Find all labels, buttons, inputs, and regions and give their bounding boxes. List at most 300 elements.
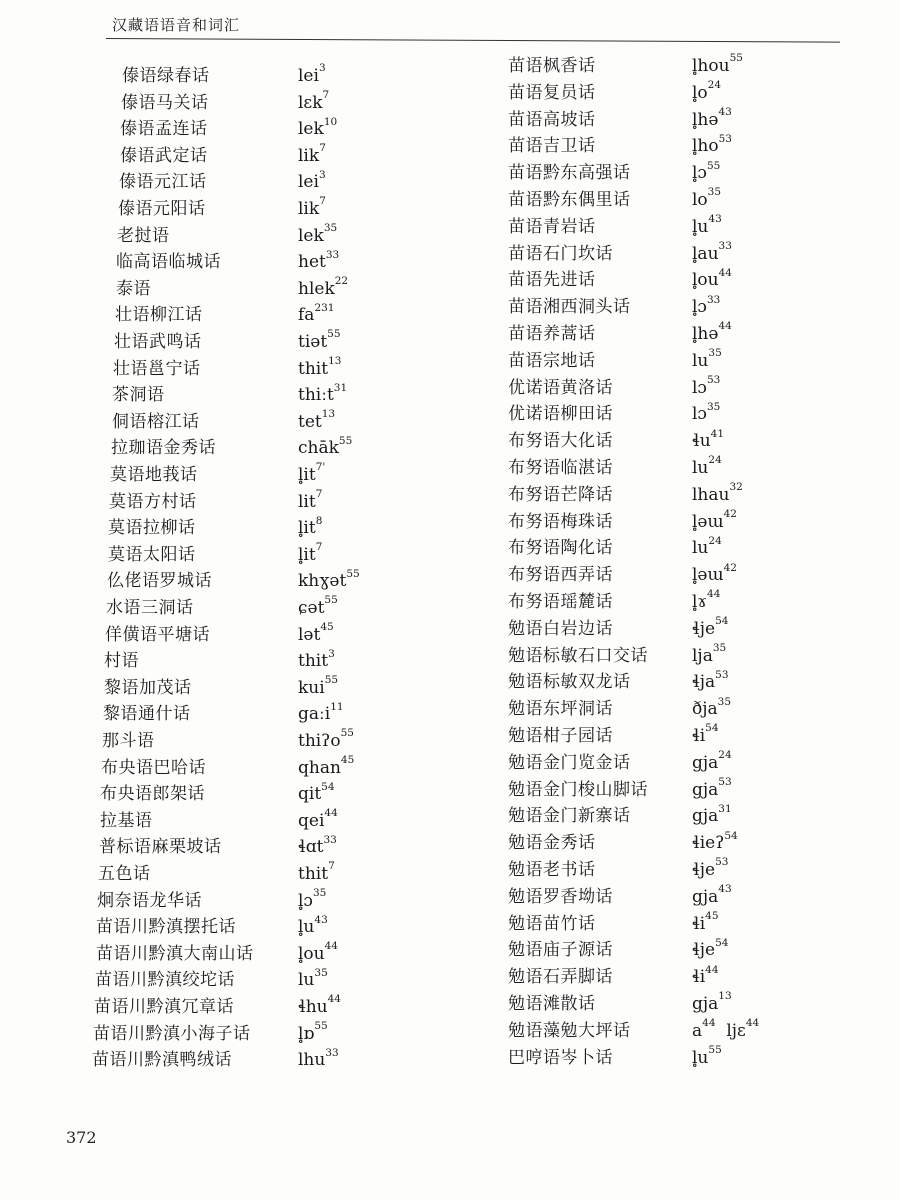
dialect-name: 苗语枫香话: [508, 56, 596, 76]
form-text: l̥u: [692, 1047, 709, 1068]
phonetic-form: [298, 1019, 328, 1046]
form-text: lhu: [298, 1050, 326, 1071]
dialect-name: 勉语金秀话: [508, 833, 596, 854]
form-text: qei: [298, 810, 325, 831]
form-text: lɔ: [692, 404, 707, 425]
form-text: gja: [692, 779, 719, 800]
phonetic-form: [692, 456, 722, 480]
dialect-name: 那斗语: [102, 731, 155, 751]
phonetic-form: [298, 250, 339, 274]
form-text: lit: [298, 491, 316, 512]
dialect-name: 优诺语黄洛话: [508, 377, 613, 398]
phonetic-form: [692, 724, 719, 748]
tone-number: 3: [318, 168, 326, 181]
phonetic-form: [298, 620, 334, 647]
form-text: qhan: [298, 757, 341, 778]
dialect-name: 傣语孟连话: [120, 119, 208, 140]
form-text: l̥au: [692, 243, 719, 264]
phonetic-form: [692, 215, 722, 239]
phonetic-form: [692, 697, 731, 721]
form-text: lu: [298, 970, 315, 991]
phonetic-form: [298, 995, 341, 1019]
phonetic-form: [298, 753, 355, 780]
tone-number: 53: [718, 132, 732, 145]
form-text: lek: [298, 119, 324, 140]
phonetic-form: [298, 915, 328, 939]
form-text: ɬieʔ: [692, 833, 725, 854]
form-text: l̥ɔ: [298, 890, 313, 911]
form-text: l̥ɤ: [692, 592, 708, 612]
form-text: lu: [692, 458, 709, 478]
dialect-name: 村语: [104, 651, 139, 672]
phonetic-form: [298, 886, 327, 913]
phonetic-form: [298, 569, 360, 593]
form-text: lu: [692, 350, 709, 371]
tone-number: 24: [708, 454, 722, 467]
dialect-name: 苗语川黔滇鸭绒话: [92, 1050, 232, 1071]
form-text: ɬje: [692, 860, 716, 880]
tone-number: 31: [718, 802, 732, 815]
form-text: l̥ho: [692, 136, 719, 157]
form-text: l̥it: [298, 465, 316, 485]
dialect-name: 仫佬语罗城话: [107, 571, 212, 592]
phonetic-form: [298, 676, 338, 700]
form-text: l̥ɔ: [692, 297, 707, 318]
form-text: l̥o: [692, 82, 708, 103]
dialect-name: 布努语西弄话: [508, 565, 613, 586]
tone-number: 33: [706, 293, 721, 306]
form-text: ɬi: [692, 726, 706, 746]
form-text: ɬi: [692, 913, 706, 934]
form-text: ɬja: [692, 672, 716, 693]
dialect-name: 勉语金门梭山脚话: [508, 779, 648, 800]
dialect-name: 勉语石弄脚话: [508, 967, 613, 988]
dialect-name: 黎语加茂话: [104, 677, 192, 698]
tone-number: 24: [718, 749, 732, 762]
phonetic-form: [692, 429, 724, 453]
dialect-name: 苗语青岩话: [508, 216, 596, 237]
dialect-name: 莫语方村话: [109, 491, 197, 512]
tone-number: 7: [315, 487, 323, 500]
dialect-name: 五色话: [98, 864, 151, 884]
phonetic-form: [692, 775, 732, 802]
dialect-name: 普标语麻栗坡话: [99, 837, 222, 858]
dialect-name: 苗语吉卫话: [508, 136, 596, 157]
tone-number: 53: [715, 856, 729, 869]
dialect-name: 茶洞语: [112, 385, 165, 406]
dialect-name: 炯奈语龙华话: [97, 890, 202, 911]
phonetic-form: [692, 563, 737, 587]
tone-number: 53: [715, 668, 729, 681]
form-text: l̥ɔ: [692, 163, 707, 184]
phonetic-form: [692, 105, 732, 132]
phonetic-form: [692, 617, 728, 641]
tone-number: 55: [708, 1043, 722, 1056]
tone-number: 43: [314, 913, 328, 926]
form-text: lət: [298, 624, 321, 645]
form-text: ðja: [692, 699, 718, 720]
phonetic-form: [298, 88, 330, 115]
form-text: ɬɑt: [298, 837, 324, 858]
tone-number: 13: [718, 990, 732, 1003]
tone-number: 55: [729, 52, 743, 65]
tone-number: 55: [324, 594, 338, 607]
tone-number: 53: [718, 775, 732, 788]
dialect-name: 苗语宗地话: [508, 350, 596, 371]
tone-number: 3: [328, 647, 335, 660]
dialect-name: 苗语川黔滇摆托话: [96, 917, 236, 938]
form-text: l̥hou: [692, 56, 730, 76]
form-text: thit: [298, 651, 329, 672]
tone-number: 55: [324, 674, 339, 687]
form-text: ɬu: [692, 431, 711, 452]
phonetic-form: [692, 885, 732, 909]
spacer: [716, 1021, 727, 1041]
form-text: chāk: [298, 438, 339, 459]
dialect-name: 勉语滩散话: [508, 994, 596, 1014]
phonetic-form: [692, 188, 721, 212]
dialect-name: 傣语绿春话: [122, 66, 210, 86]
tone-number: 7: [319, 195, 326, 208]
phonetic-form: [298, 1048, 339, 1072]
tone-number: 7': [315, 461, 326, 474]
form-text: lek: [298, 225, 324, 246]
tone-number: 32: [729, 481, 743, 494]
dialect-name: 布努语陶化话: [508, 538, 613, 559]
phonetic-form: [298, 197, 326, 221]
tone-number: 7: [328, 860, 335, 873]
dialect-name: 苗语川黔滇绞坨话: [95, 970, 235, 991]
tone-number: 7: [322, 88, 330, 101]
tone-number: 55: [314, 1019, 328, 1032]
dialect-name: 傣语元江话: [119, 172, 207, 193]
phonetic-form: [692, 965, 719, 989]
phonetic-form: [298, 463, 325, 487]
phonetic-form: [298, 862, 335, 886]
form-text: ɬhu: [298, 997, 328, 1017]
phonetic-form: [692, 81, 721, 105]
phonetic-form: [298, 649, 335, 673]
dialect-name: 勉语柑子园话: [508, 726, 613, 746]
phonetic-form: [298, 221, 338, 248]
dialect-name: 泰语: [116, 278, 151, 299]
phonetic-form: [692, 938, 728, 962]
dialect-name: 苗语石门坎话: [508, 243, 613, 264]
tone-number: 44: [707, 588, 721, 601]
dialect-name: 苗语黔东高强话: [508, 163, 631, 184]
tone-number: 231: [314, 301, 335, 314]
dialect-name: 勉语标敏石口交话: [508, 645, 648, 666]
phonetic-form: [298, 64, 326, 88]
dialect-name: 布努语大化话: [508, 431, 613, 452]
dialect-name: 勉语东坪洞话: [508, 699, 613, 720]
tone-number: 35: [312, 886, 327, 899]
form-text: ljɛ: [726, 1020, 746, 1041]
phonetic-form: [298, 543, 322, 567]
form-text: kui: [298, 677, 325, 698]
form-text: khɣət: [298, 571, 347, 592]
form-text: ɬje: [692, 940, 716, 961]
tone-number: 43: [718, 105, 732, 118]
dialect-name: 莫语地莪话: [110, 465, 198, 485]
header-rule: [106, 38, 840, 43]
tone-number: 41: [710, 427, 725, 440]
dialect-name: 勉语藻勉大坪话: [508, 1020, 631, 1041]
dialect-name: 老挝语: [117, 225, 170, 246]
form-text: l̥it: [298, 544, 316, 565]
form-text: l̥ɒ: [298, 1023, 315, 1044]
dialect-name: 勉语金门览金话: [508, 752, 631, 773]
tone-number: 8: [315, 514, 323, 527]
phonetic-form: [298, 383, 347, 407]
form-text: thit: [298, 864, 329, 884]
form-text: l̥u: [298, 917, 315, 938]
tone-number: 33: [325, 1046, 339, 1059]
phonetic-form: [692, 590, 720, 614]
dialect-name: 临高语临城话: [116, 252, 221, 273]
tone-number: 44: [324, 940, 338, 953]
tone-number: 45: [705, 909, 719, 922]
tone-number: 35: [707, 186, 722, 199]
dialect-name: 苗语川黔滇大南山话: [96, 943, 254, 964]
phonetic-form: [692, 992, 732, 1016]
tone-number: 31: [333, 381, 348, 394]
phonetic-form: [692, 402, 720, 426]
phonetic-form: [692, 349, 722, 373]
phonetic-form: [692, 1043, 722, 1070]
tone-number: 44: [718, 266, 732, 279]
phonetic-form: [692, 507, 737, 534]
phonetic-form: [298, 702, 344, 726]
tone-number: 22: [334, 275, 349, 288]
dialect-name: 布努语瑶麓话: [508, 592, 613, 612]
dialect-name: 勉语标敏双龙话: [508, 672, 631, 693]
form-text: thit: [298, 358, 329, 379]
phonetic-form: [298, 729, 354, 753]
phonetic-form: [298, 354, 342, 381]
tone-number: 35: [708, 347, 722, 360]
running-header: 汉藏语语音和词汇: [112, 16, 241, 34]
phonetic-form: [692, 1019, 759, 1043]
tone-number: 43: [708, 213, 722, 226]
form-text: l̥ou: [692, 270, 719, 291]
dialect-name: 壮语柳江话: [115, 305, 203, 326]
dialect-name: 勉语罗香坳话: [508, 886, 613, 907]
phonetic-form: [298, 835, 337, 859]
dialect-name: 苗语川黔滇小海子话: [93, 1023, 251, 1044]
phonetic-form: [298, 117, 337, 141]
form-text: het: [298, 252, 326, 273]
tone-number: 44: [718, 320, 732, 333]
tone-number: 55: [706, 159, 721, 172]
tone-number: 33: [325, 248, 340, 261]
dialect-name: 苗语湘西洞头话: [508, 297, 631, 318]
form-text: hlek: [298, 278, 335, 299]
phonetic-form: [692, 239, 732, 266]
dialect-name: 苗语先进话: [508, 270, 596, 291]
phonetic-form: [298, 277, 348, 301]
tone-number: 13: [321, 408, 336, 421]
dialect-name: 布央语巴哈话: [101, 757, 206, 778]
phonetic-form: [692, 268, 732, 292]
tone-number: 44: [327, 993, 341, 1006]
dialect-name: 佯僙语平塘话: [105, 624, 210, 645]
form-text: gja: [692, 752, 719, 773]
phonetic-form: [692, 295, 720, 319]
phonetic-form: [298, 170, 326, 194]
tone-number: 55: [327, 328, 341, 341]
tone-number: 44: [324, 807, 338, 820]
tone-number: 35: [712, 641, 727, 654]
tone-number: 10: [323, 115, 338, 128]
phonetic-form: [692, 134, 732, 158]
dialect-name: 傣语马关话: [121, 92, 209, 113]
form-text: l̥əɯ: [692, 511, 724, 532]
dialect-name: 勉语苗竹话: [508, 913, 596, 934]
form-text: a: [692, 1020, 703, 1041]
tone-number: 44: [702, 1017, 716, 1030]
tone-number: 35: [717, 695, 732, 708]
dialect-name: 傣语元阳话: [118, 199, 206, 219]
dialect-name: 水语三洞话: [106, 598, 194, 618]
dialect-name: 勉语老书话: [508, 860, 596, 880]
form-text: ɕət: [298, 598, 325, 618]
form-text: qit: [298, 784, 322, 805]
dialect-name: 壮语武鸣话: [114, 332, 202, 352]
form-text: l̥it: [298, 518, 316, 539]
phonetic-form: [298, 303, 334, 327]
phonetic-form: [692, 536, 722, 560]
tone-number: 13: [328, 354, 342, 367]
tone-number: 54: [715, 936, 729, 949]
tone-number: 3: [318, 62, 326, 75]
tone-number: 42: [723, 507, 737, 520]
form-text: fa: [298, 305, 315, 326]
dialect-name: 苗语复员话: [508, 82, 596, 103]
tone-number: 54: [321, 780, 335, 793]
form-text: ɬi: [692, 967, 706, 988]
form-text: l̥hə: [692, 324, 719, 344]
form-text: l̥hə: [692, 109, 719, 130]
form-text: gja: [692, 994, 719, 1014]
tone-number: 45: [340, 753, 355, 766]
dialect-name: 布努语临湛话: [508, 458, 613, 478]
phonetic-form: [298, 782, 335, 806]
phonetic-form: [298, 487, 323, 514]
form-text: gaːi: [298, 704, 331, 725]
phonetic-form: [692, 858, 728, 882]
phonetic-form: [692, 641, 727, 668]
dialect-name: 布努语芒降话: [508, 484, 613, 505]
dialect-name: 勉语金门新寨话: [508, 806, 631, 827]
dialect-name: 莫语拉柳话: [108, 518, 196, 539]
dialect-name: 布央语郎架话: [100, 784, 205, 805]
form-text: lik: [298, 145, 320, 166]
phonetic-form: [298, 942, 338, 966]
dialect-name: 傣语武定话: [120, 145, 208, 166]
form-text: ɬje: [692, 618, 716, 639]
phonetic-form: [298, 516, 322, 540]
phonetic-form: [692, 161, 720, 185]
phonetic-form: [298, 968, 328, 992]
dialect-name: 勉语庙子源话: [508, 940, 613, 961]
dialect-name: 拉珈语金秀话: [111, 438, 216, 459]
phonetic-form: [692, 322, 732, 346]
form-text: lhau: [692, 484, 730, 505]
tone-number: 44: [745, 1017, 760, 1030]
form-text: lɔ: [692, 377, 707, 398]
dialect-name: 布努语梅珠话: [508, 511, 613, 532]
form-text: gja: [692, 886, 719, 907]
dialect-name: 莫语太阳话: [108, 544, 196, 565]
phonetic-form: [298, 436, 352, 460]
form-text: l̥u: [692, 216, 709, 237]
tone-number: 7: [315, 541, 323, 554]
phonetic-form: [298, 410, 335, 434]
tone-number: 54: [715, 615, 729, 628]
form-text: lo: [692, 190, 708, 210]
tone-number: 44: [705, 963, 719, 976]
tone-number: 33: [323, 833, 337, 846]
phonetic-form: [298, 596, 338, 620]
form-text: lei: [298, 172, 319, 193]
phonetic-form: [692, 831, 738, 855]
form-text: thiːt: [298, 385, 334, 406]
form-text: lu: [692, 538, 709, 559]
tone-number: 24: [708, 534, 722, 547]
form-text: l̥əɯ: [692, 565, 724, 586]
tone-number: 11: [330, 700, 344, 713]
tone-number: 55: [338, 434, 353, 447]
page-number: 372: [66, 1128, 97, 1147]
tone-number: 45: [320, 620, 334, 633]
dialect-name: 壮语邕宁话: [113, 358, 201, 379]
dialect-name: 苗语养蒿话: [508, 324, 596, 344]
form-text: tiət: [298, 332, 328, 352]
tone-number: 54: [705, 722, 719, 735]
tone-number: 35: [323, 221, 338, 234]
dialect-name: 苗语黔东偶里话: [508, 190, 631, 210]
dialect-name: 勉语白岩边话: [508, 618, 613, 639]
dialect-name: 侗语榕江话: [112, 411, 200, 432]
phonetic-form: [692, 373, 721, 400]
tone-number: 54: [724, 829, 738, 842]
tone-number: 35: [314, 966, 328, 979]
dialect-name: 苗语高坡话: [508, 109, 596, 130]
tone-number: 53: [706, 373, 721, 386]
tone-number: 33: [718, 239, 732, 252]
tone-number: 24: [707, 79, 722, 92]
form-text: thiʔo: [298, 731, 341, 751]
form-text: lɛk: [298, 92, 323, 113]
dialect-name: 优诺语柳田话: [508, 404, 613, 425]
form-text: lei: [298, 66, 319, 86]
phonetic-form: [298, 809, 338, 833]
dialect-name: 苗语川黔滇冗章话: [94, 997, 234, 1017]
tone-number: 55: [346, 567, 360, 580]
form-text: l̥ou: [298, 943, 325, 964]
form-text: tet: [298, 411, 322, 432]
form-text: gja: [692, 806, 719, 827]
phonetic-form: [692, 54, 743, 78]
tone-number: 35: [706, 400, 721, 413]
tone-number: 7: [319, 142, 326, 155]
phonetic-form: [298, 144, 326, 168]
phonetic-form: [692, 670, 729, 694]
phonetic-form: [692, 804, 732, 828]
phonetic-form: [692, 483, 743, 507]
tone-number: 43: [718, 883, 732, 896]
